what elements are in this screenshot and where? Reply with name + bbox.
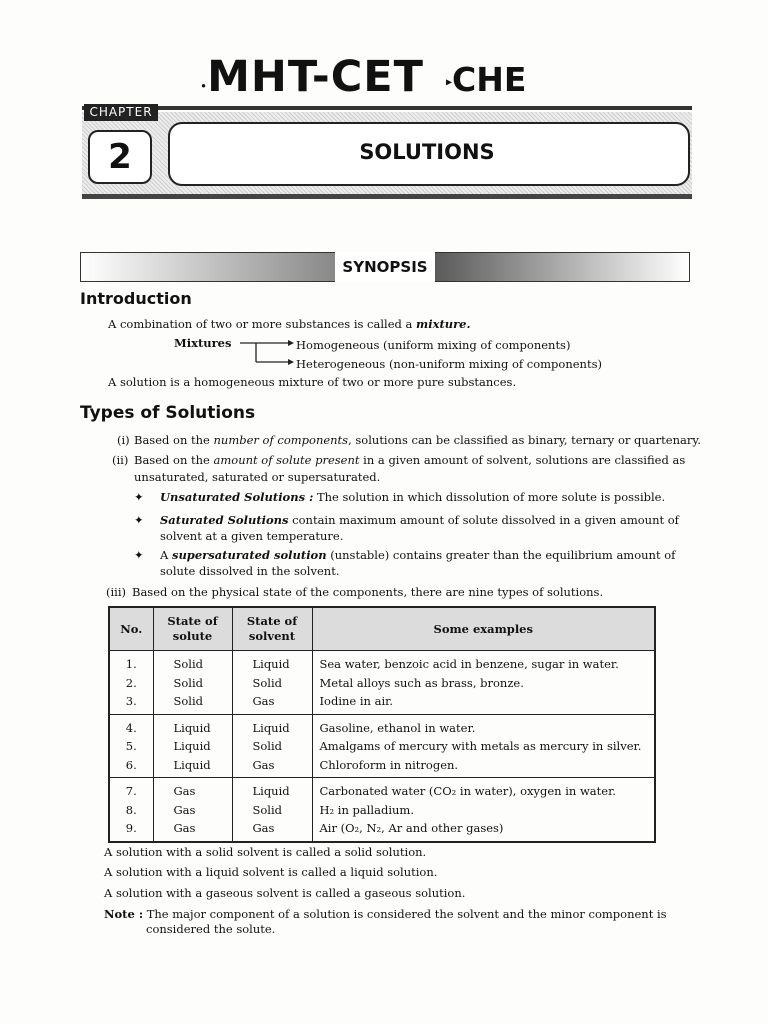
cell-value: Liquid <box>173 757 211 772</box>
cell-value: Solid <box>252 675 283 690</box>
cell-value: 2. <box>125 675 137 690</box>
bullet-saturated-line-2: solvent at a given temperature. <box>160 529 344 543</box>
subject-wrap <box>446 60 526 99</box>
term-supersaturated: supersaturated solution <box>171 548 327 562</box>
bullet-supersaturated <box>160 547 675 563</box>
header-no: No. <box>109 607 153 651</box>
solvent-cell <box>232 714 312 778</box>
cell-value: Iodine in air. <box>319 694 394 708</box>
note-line-2: considered the solute. <box>146 922 276 936</box>
footer-line-liquid: A solution with a liquid solvent is called a liquid solution. <box>104 865 438 879</box>
mixtures-label: Mixtures <box>174 336 232 350</box>
solute-cell <box>153 651 232 715</box>
cell-value: Carbonated water (CO₂ in water), oxygen in water. <box>319 784 616 798</box>
chapter-title: SOLUTIONS <box>359 140 495 164</box>
cell-value: Solid <box>252 802 283 817</box>
solute-cell <box>153 714 232 778</box>
type-i-pre: Based on the <box>134 433 214 447</box>
intro-line-1 <box>108 316 471 332</box>
cell-value: Gasoline, ethanol in water. <box>319 720 476 735</box>
type-i-number: (i) <box>117 433 130 447</box>
note-label: Note : <box>104 907 144 921</box>
cell-value: Chloroform in nitrogen. <box>319 757 459 772</box>
solution-types-table <box>108 606 656 843</box>
cell-value: Liquid <box>173 739 211 753</box>
header-rule-bottom <box>82 194 692 199</box>
no-cell <box>109 651 153 715</box>
table-row <box>109 778 655 842</box>
cell-value: Air (O₂, N₂, Ar and other gases) <box>319 821 504 835</box>
header-solute: State of solute <box>153 607 232 651</box>
cell-value: Amalgams of mercury with metals as mercury in silver. <box>319 739 642 753</box>
solute-cell <box>153 778 232 842</box>
examples-cell <box>312 651 655 715</box>
type-i <box>134 432 701 448</box>
cell-value: 1. <box>125 657 137 671</box>
cell-value: Gas <box>173 821 196 835</box>
cell-value: Liquid <box>173 720 211 735</box>
bullet-saturated <box>160 512 679 528</box>
bullet-icon: ✦ <box>134 513 144 527</box>
cell-value: H₂ in palladium. <box>319 802 414 817</box>
solvent-cell <box>232 778 312 842</box>
type-ii-pre: Based on the <box>134 453 214 467</box>
branch-arrow-icon <box>236 336 296 368</box>
solvent-cell <box>232 651 312 715</box>
no-cell <box>109 778 153 842</box>
chapter-label: CHAPTER <box>84 104 158 121</box>
bullet-icon: ✦ <box>134 548 144 562</box>
dot-ornament: • <box>200 79 208 94</box>
term-unsaturated: Unsaturated Solutions : <box>160 490 314 504</box>
type-ii-post: in a given amount of solvent, solutions are classified as <box>359 453 686 467</box>
branch-homogeneous: Homogeneous (uniform mixing of components) <box>296 338 571 352</box>
bullet-unsaturated <box>160 489 665 505</box>
cell-value: 9. <box>125 821 137 835</box>
introduction-heading: Introduction <box>80 289 192 308</box>
note <box>104 906 667 922</box>
cell-value: Solid <box>173 694 204 708</box>
cell-value: 4. <box>125 720 137 735</box>
cell-value: Liquid <box>252 720 290 735</box>
cell-value: Solid <box>173 657 204 671</box>
no-cell <box>109 714 153 778</box>
cell-value: 5. <box>125 739 137 753</box>
bullet-icon: ✦ <box>134 490 144 504</box>
type-ii-line-2: unsaturated, saturated or supersaturated. <box>134 470 381 484</box>
branch-heterogeneous: Heterogeneous (non-uniform mixing of components) <box>296 357 602 371</box>
intro-line-2: A solution is a homogeneous mixture of two or more pure substances. <box>108 375 517 389</box>
cell-value: Gas <box>252 821 275 835</box>
cell-value: Gas <box>252 757 275 772</box>
types-heading: Types of Solutions <box>80 403 256 423</box>
table-row <box>109 651 655 715</box>
header-rule-top <box>82 106 692 110</box>
type-ii-number: (ii) <box>112 453 129 467</box>
cell-value: Gas <box>173 802 196 817</box>
cell-value: Solid <box>252 739 283 753</box>
type-ii-term: amount of solute present <box>213 453 360 467</box>
synopsis-label: SYNOPSIS <box>335 252 435 282</box>
cell-value: 8. <box>125 802 137 817</box>
cell-value: Solid <box>173 675 204 690</box>
table-header-row <box>109 607 655 651</box>
term-mixture: mixture. <box>416 317 471 331</box>
brand-title <box>200 52 580 104</box>
cell-value: Liquid <box>252 784 290 798</box>
cell-value: Gas <box>252 694 275 708</box>
cell-value: Liquid <box>252 657 290 671</box>
cell-value: Metal alloys such as brass, bronze. <box>319 675 524 690</box>
bullet-supersaturated-pre: A <box>160 548 172 562</box>
footer-line-solid: A solution with a solid solvent is called a solid solution. <box>104 845 427 859</box>
examples-cell <box>312 714 655 778</box>
type-iii-number: (iii) <box>106 585 127 599</box>
dot-ornament: ▸ <box>445 74 453 89</box>
bullet-unsaturated-text: The solution in which dissolution of more solute is possible. <box>313 490 666 504</box>
cell-value: Sea water, benzoic acid in benzene, sugar in water. <box>319 657 619 671</box>
cell-value: 6. <box>125 757 137 772</box>
header-examples: Some examples <box>312 607 655 651</box>
bullet-saturated-text: contain maximum amount of solute dissolved in a given amount of <box>288 513 679 527</box>
bullet-supersaturated-line-2: solute dissolved in the solvent. <box>160 564 340 578</box>
note-text: The major component of a solution is considered the solvent and the minor component is <box>143 907 667 921</box>
footer-line-gaseous: A solution with a gaseous solvent is called a gaseous solution. <box>104 886 466 900</box>
cell-value: 7. <box>125 784 137 798</box>
term-saturated: Saturated Solutions <box>160 513 289 527</box>
intro-line-1-text: A combination of two or more substances is called a <box>108 317 417 331</box>
examples-cell <box>312 778 655 842</box>
brand-name: MHT-CET <box>207 52 424 102</box>
type-ii <box>134 452 685 468</box>
type-iii: Based on the physical state of the components, there are nine types of solutions. <box>132 585 604 599</box>
header-solvent: State of solvent <box>232 607 312 651</box>
cell-value: 3. <box>125 694 137 708</box>
bullet-supersaturated-text: (unstable) contains greater than the equilibrium amount of <box>326 548 676 562</box>
type-i-post: , solutions can be classified as binary, ternary or quartenary. <box>348 433 701 447</box>
type-i-term: number of components <box>213 433 349 447</box>
subject-name: CHE <box>452 60 527 99</box>
table-row <box>109 714 655 778</box>
cell-value: Gas <box>173 784 196 798</box>
chapter-number: 2 <box>88 130 152 184</box>
